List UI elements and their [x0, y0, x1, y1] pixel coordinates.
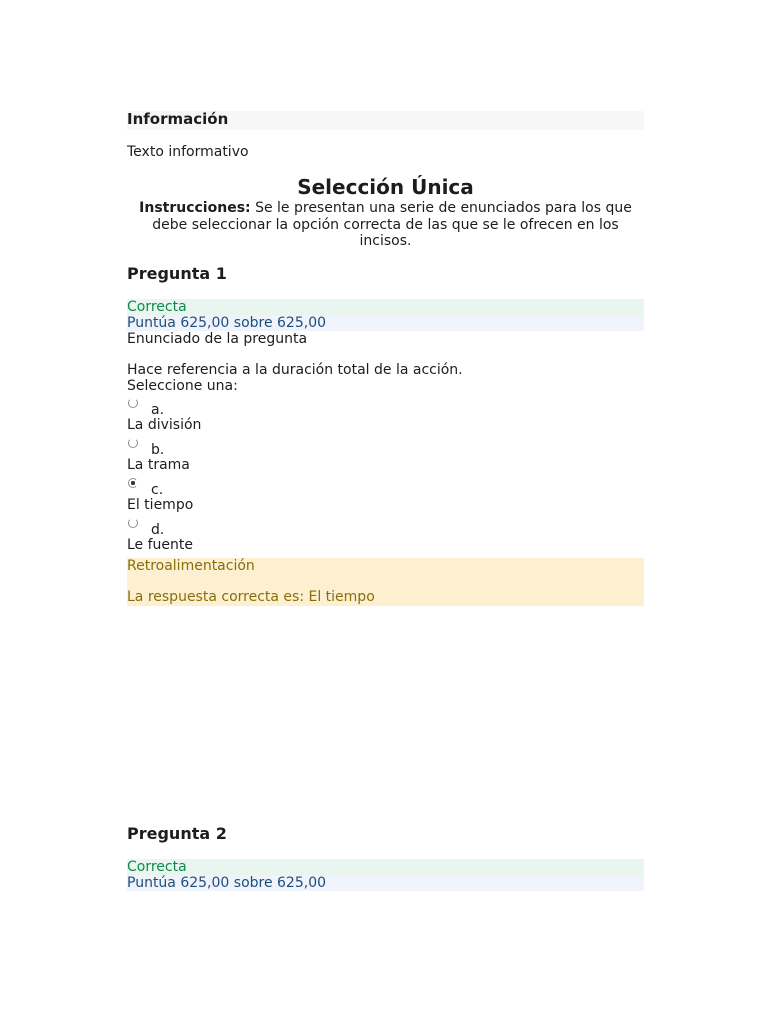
option-letter: d. [151, 522, 165, 538]
option-letter: c. [151, 482, 164, 498]
feedback-box [127, 558, 644, 606]
question-2-title: Pregunta 2 [127, 824, 227, 843]
option-letter: b. [151, 442, 165, 458]
feedback-answer: La respuesta correcta es: El tiempo [127, 589, 375, 605]
question-1-prompt: Hace referencia a la duración total de la acción. [127, 362, 463, 378]
instructions-text: Se le presentan una serie de enunciados para los que debe seleccionar la opción correcta de las que se le ofrecen en los incisos. [152, 200, 632, 249]
info-text: Texto informativo [127, 144, 249, 160]
question-2-status: Correcta [127, 859, 644, 875]
radio-button-icon[interactable] [128, 398, 138, 408]
question-1-select-label: Seleccione una: [127, 378, 238, 394]
radio-button-icon[interactable] [128, 438, 138, 448]
question-1-statement-label: Enunciado de la pregunta [127, 331, 308, 347]
section-title: Selección Única [297, 175, 474, 199]
option-a-text: La división [127, 417, 202, 433]
instructions [127, 200, 644, 250]
feedback-title: Retroalimentación [127, 558, 255, 574]
info-header: Información [127, 111, 644, 130]
question-1-title: Pregunta 1 [127, 264, 227, 283]
option-letter: a. [151, 402, 165, 418]
option-b-text: La trama [127, 457, 190, 473]
question-2-score: Puntúa 625,00 sobre 625,00 [127, 875, 644, 891]
option-d-text: Le fuente [127, 537, 194, 553]
radio-button-checked-icon[interactable] [128, 478, 138, 488]
radio-button-icon[interactable] [128, 518, 138, 528]
question-1-status: Correcta [127, 299, 644, 315]
question-1-score: Puntúa 625,00 sobre 625,00 [127, 315, 644, 331]
option-c-text: El tiempo [127, 497, 194, 513]
instructions-label: Instrucciones: [139, 200, 251, 216]
